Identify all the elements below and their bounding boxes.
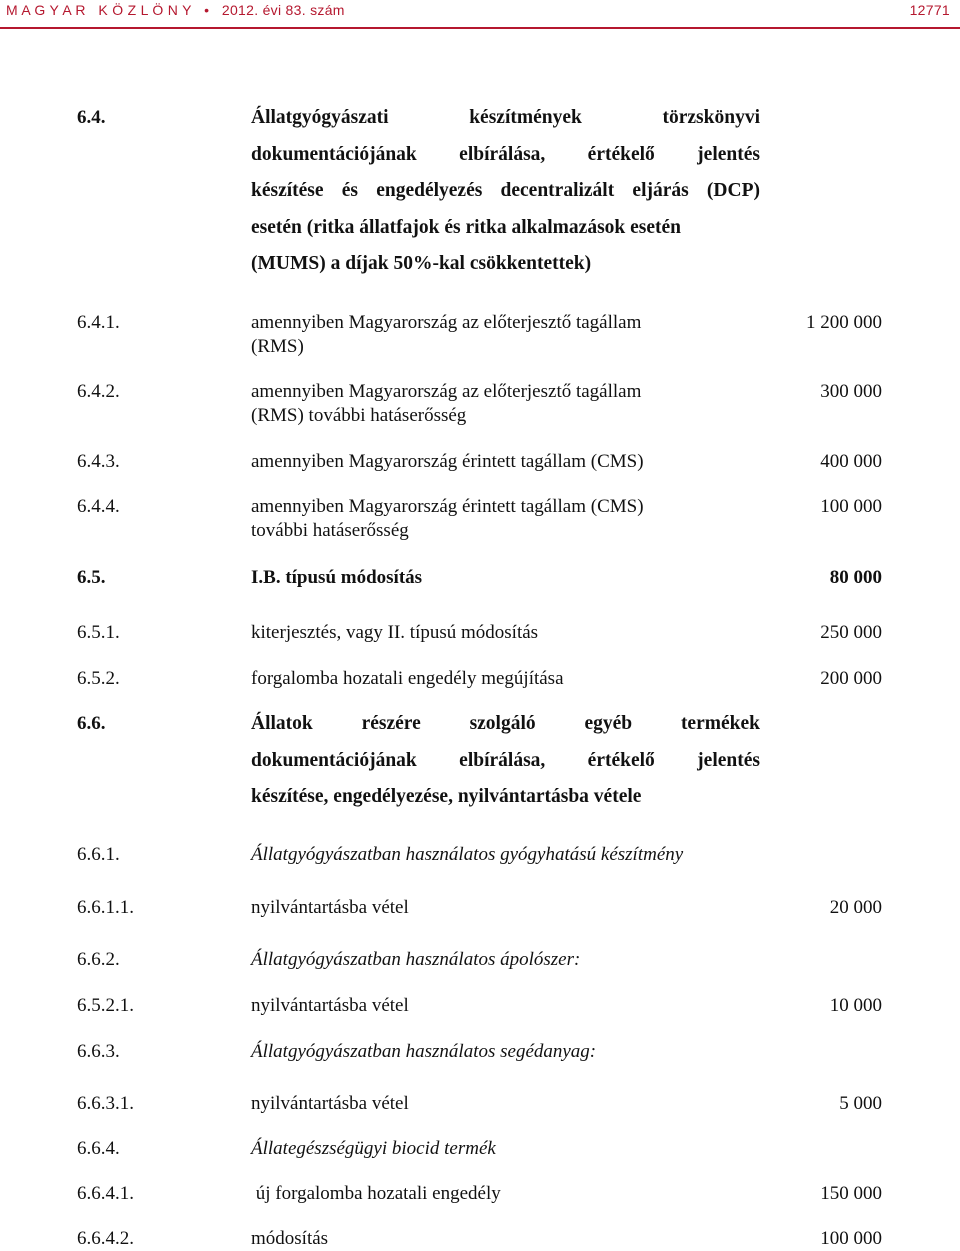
item-description: Állategészségügyi biocid termék xyxy=(251,1138,496,1159)
item-description: módosítás xyxy=(251,1228,329,1249)
item-number: 6.6.4.1. xyxy=(77,1183,134,1204)
item-number: 6.5. xyxy=(77,567,106,588)
item-description: Állatgyógyászatban használatos segédanyag: xyxy=(251,1041,597,1062)
item-description: nyilvántartásba vétel xyxy=(251,1093,409,1114)
section-title xyxy=(251,706,760,816)
item-description: nyilvántartásba vétel xyxy=(251,995,409,1016)
fee-value: 5 000 xyxy=(839,1093,882,1114)
fee-value: 80 000 xyxy=(829,567,882,588)
page-header xyxy=(0,0,960,28)
item-description: Állatgyógyászatban használatos ápolószer: xyxy=(251,949,581,970)
item-description: forgalomba hozatali engedély megújítása xyxy=(251,668,564,689)
title-line: dokumentációjának elbírálása, értékelő jelentés xyxy=(251,143,760,165)
section-number: 6.4. xyxy=(77,107,106,128)
section-number: 6.6. xyxy=(77,713,106,734)
item-number: 6.6.3. xyxy=(77,1041,120,1062)
publication-title: M A G Y A R K Ö Z L Ö N Y • 2012. évi 83. szám xyxy=(6,2,345,18)
item-number: 6.4.2. xyxy=(77,381,120,402)
title-line: Állatgyógyászati készítmények törzskönyvi xyxy=(251,107,760,128)
fee-value: 10 000 xyxy=(829,995,882,1016)
item-description: amennyiben Magyarország az előterjesztő tagállam (RMS) további hatáserősség xyxy=(251,381,642,426)
item-description: I.B. típusú módosítás xyxy=(251,567,423,588)
item-number: 6.5.2. xyxy=(77,668,120,689)
fee-value: 150 000 xyxy=(820,1183,882,1204)
title-line: készítése és engedélyezés decentralizált eljárás (DCP) xyxy=(251,180,760,201)
item-number: 6.4.4. xyxy=(77,496,120,517)
item-description: Állatgyógyászatban használatos gyógyhatású készítmény xyxy=(251,844,684,865)
fee-value: 300 000 xyxy=(820,381,882,402)
item-number: 6.5.1. xyxy=(77,622,120,643)
item-number: 6.5.2.1. xyxy=(77,995,134,1016)
section-title xyxy=(251,100,760,283)
item-number: 6.6.4. xyxy=(77,1138,120,1159)
page-number: 12771 xyxy=(909,2,950,18)
title-line: Állatok részére szolgáló egyéb termékek xyxy=(251,713,760,734)
item-description: nyilvántartásba vétel xyxy=(251,897,409,918)
item-number: 6.4.3. xyxy=(77,451,120,472)
fee-value: 200 000 xyxy=(820,668,882,689)
title-line: esetén (ritka állatfajok és ritka alkalmazások esetén xyxy=(251,216,682,238)
fee-value: 250 000 xyxy=(820,622,882,643)
item-description: amennyiben Magyarország érintett tagállam (CMS) további hatáserősség xyxy=(251,496,644,541)
title-line: (MUMS) a díjak 50%-kal csökkentettek) xyxy=(251,253,592,274)
fee-value: 1 200 000 xyxy=(806,312,882,333)
item-number: 6.6.2. xyxy=(77,949,120,970)
header-divider xyxy=(0,27,960,29)
fee-value: 100 000 xyxy=(820,496,882,517)
title-line: készítése, engedélyezése, nyilvántartásba vétele xyxy=(251,786,642,807)
item-number: 6.6.1. xyxy=(77,844,120,865)
fee-value: 100 000 xyxy=(820,1228,882,1249)
title-line: dokumentációjának elbírálása, értékelő jelentés xyxy=(251,749,760,771)
fee-value: 400 000 xyxy=(820,451,882,472)
item-description: kiterjesztés, vagy II. típusú módosítás xyxy=(251,622,539,643)
item-number: 6.4.1. xyxy=(77,312,120,333)
item-number: 6.6.4.2. xyxy=(77,1228,134,1249)
fee-value: 20 000 xyxy=(829,897,882,918)
item-description: amennyiben Magyarország érintett tagállam (CMS) xyxy=(251,451,644,472)
item-description: amennyiben Magyarország az előterjesztő tagállam (RMS) xyxy=(251,312,642,357)
item-number: 6.6.3.1. xyxy=(77,1093,134,1114)
item-description: új forgalomba hozatali engedély xyxy=(251,1183,501,1204)
item-number: 6.6.1.1. xyxy=(77,897,134,918)
